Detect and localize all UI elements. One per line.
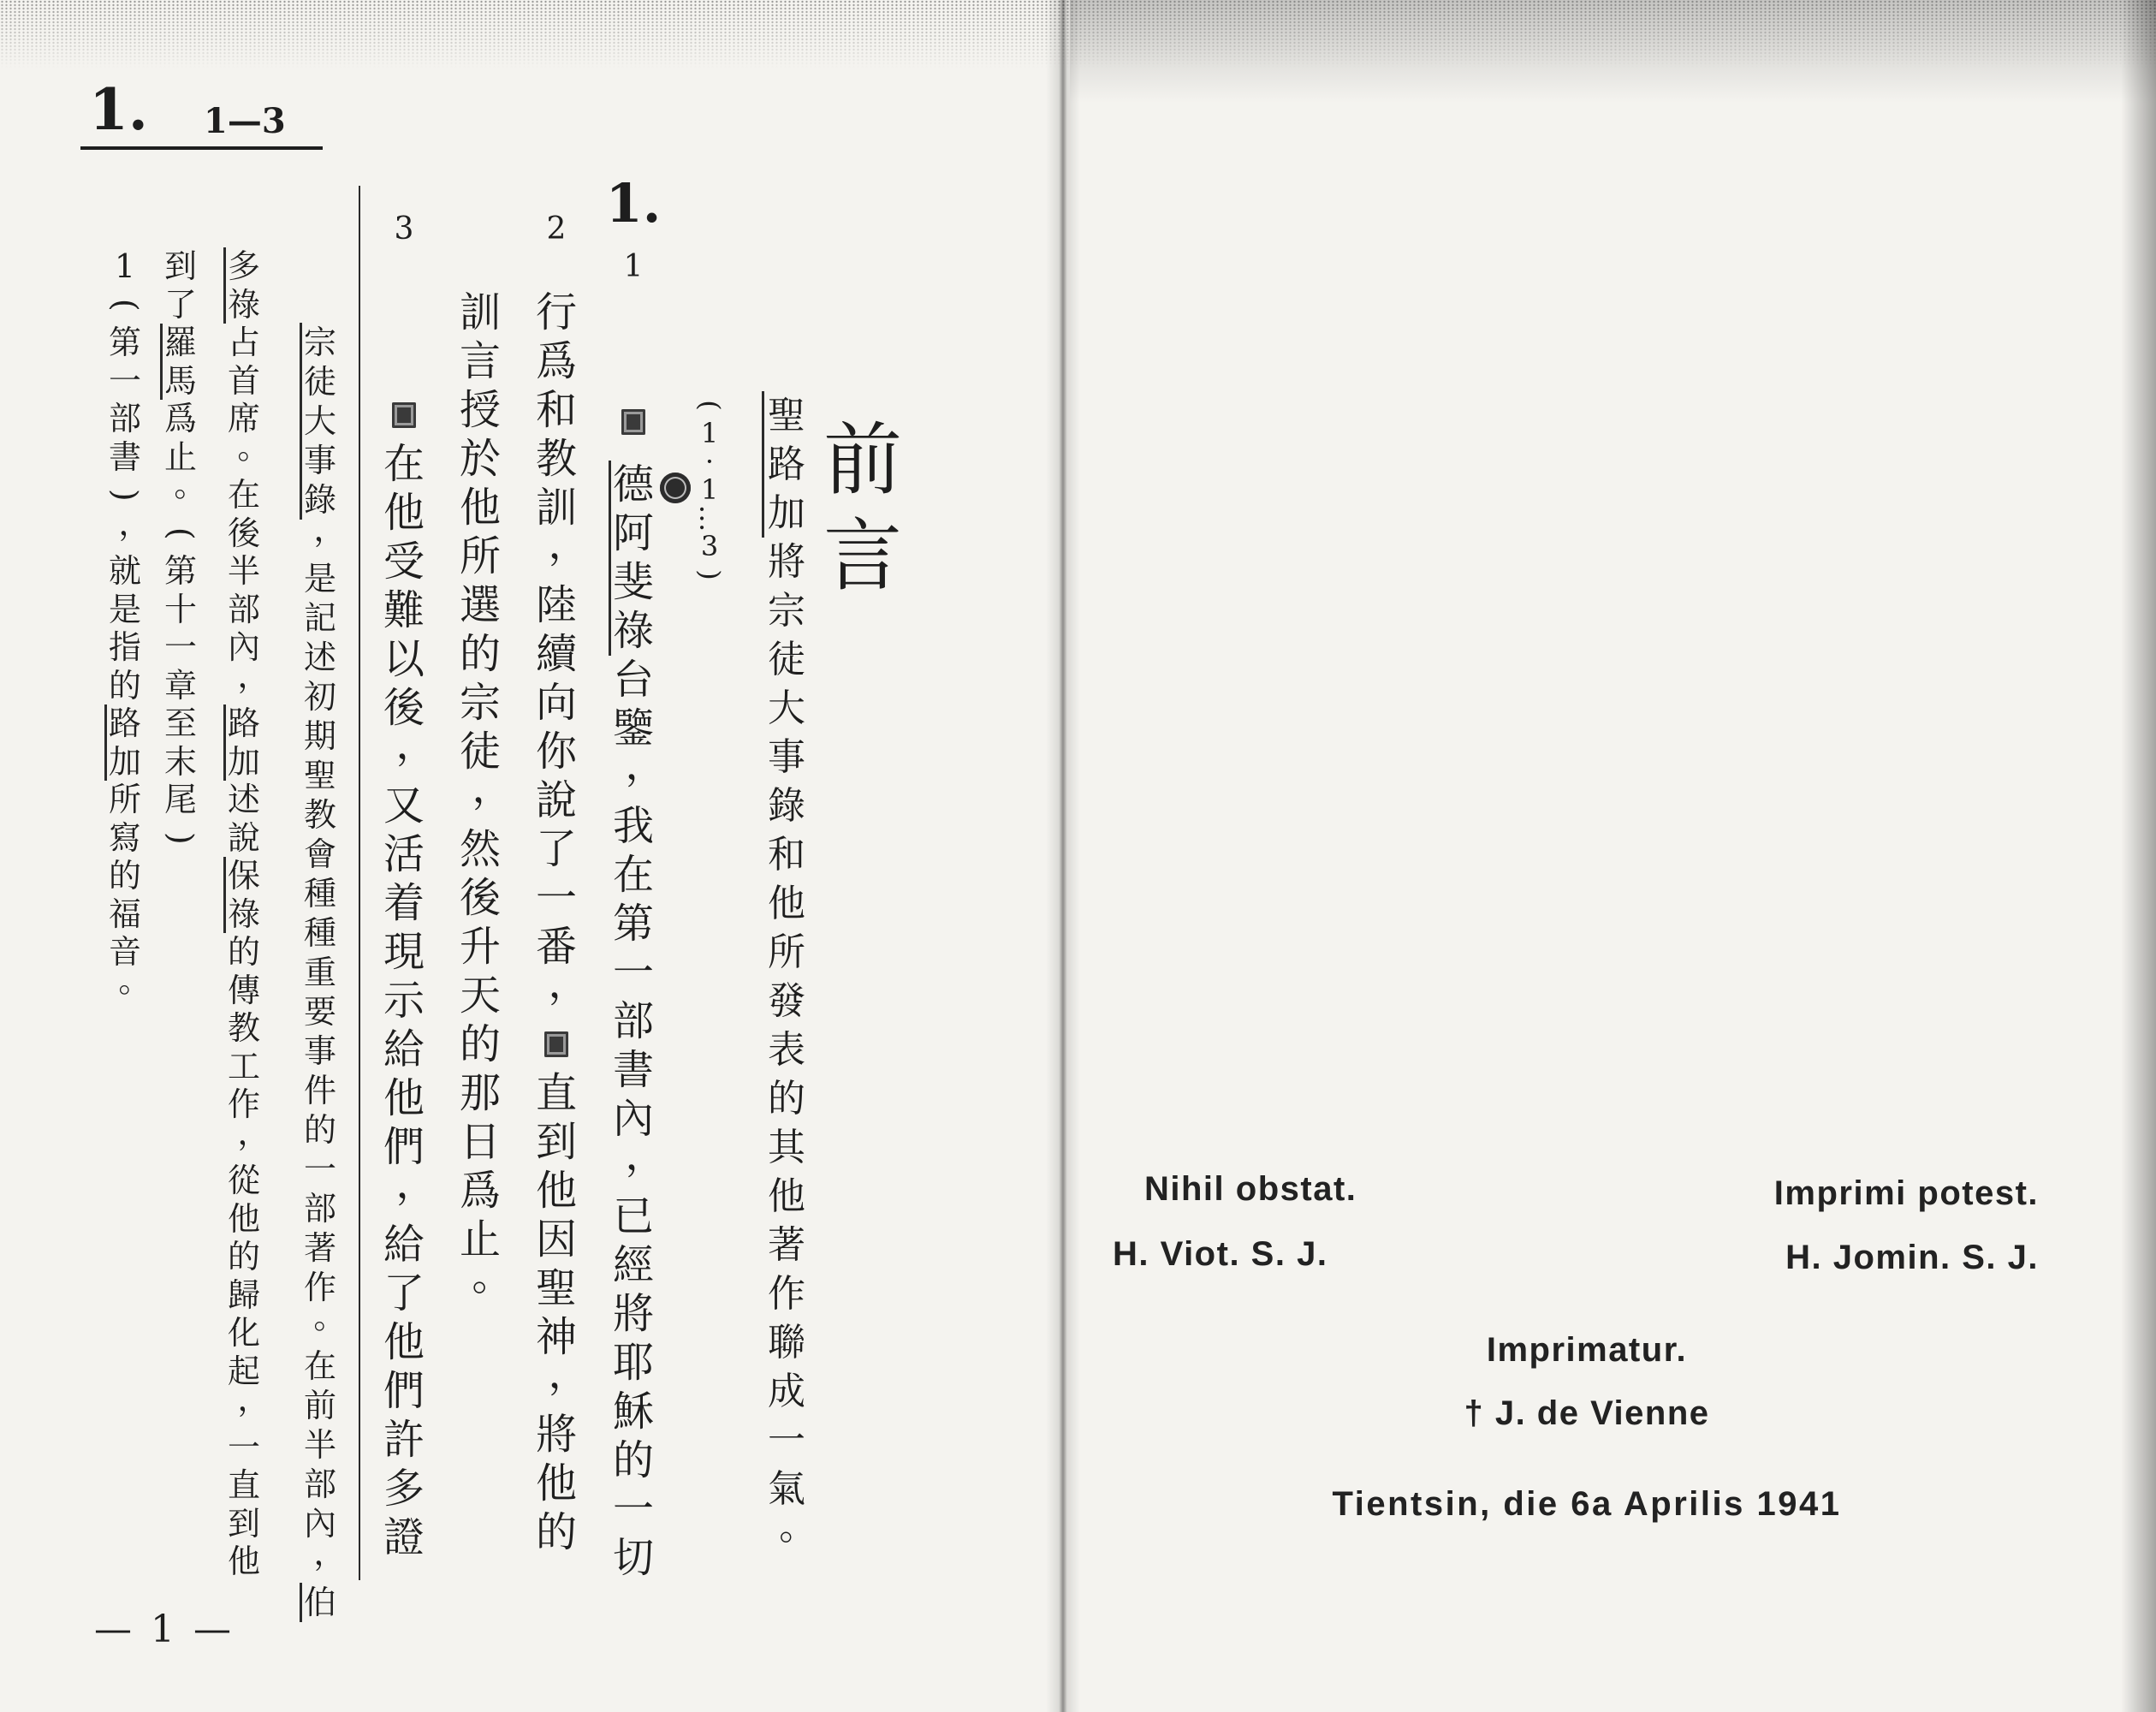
glyph: 要 [303, 993, 336, 1031]
glyph: 羅 [163, 324, 197, 361]
glyph: 在 [612, 851, 654, 899]
glyph: 發 [768, 979, 805, 1023]
glyph: 席 [227, 400, 260, 437]
glyph: ， [237, 1380, 270, 1418]
glyph: 他 [383, 1318, 425, 1366]
glyph: ， [625, 740, 667, 789]
glyph: 教 [303, 796, 336, 834]
glyph: 是 [303, 560, 336, 597]
glyph: ， [395, 1159, 437, 1208]
glyph: 到 [227, 1504, 260, 1543]
glyph: 爲 [535, 337, 577, 385]
note-marker-icon [660, 473, 691, 503]
glyph: 的 [108, 857, 141, 895]
glyph: 直 [535, 1069, 577, 1117]
glyph: 聖 [535, 1264, 577, 1312]
verse-number: 1 [623, 249, 644, 284]
glyph: 訓 [535, 484, 577, 532]
glyph: 表 [768, 1028, 805, 1072]
glyph: 保 [227, 857, 260, 895]
glyph: 到 [163, 247, 197, 285]
glyph: 教 [227, 1009, 260, 1047]
glyph: 作 [303, 1269, 336, 1306]
glyph: ) [693, 569, 727, 580]
glyph: 多 [383, 1465, 425, 1513]
note-column [160, 247, 207, 857]
verse-text-column [455, 288, 514, 1313]
glyph: 了 [163, 285, 197, 324]
glyph: 前 [823, 414, 902, 506]
glyph: 祿 [227, 895, 260, 933]
glyph: 部 [612, 997, 654, 1045]
glyph: 音 [108, 933, 141, 971]
glyph: 一 [768, 1418, 805, 1462]
proper-name [223, 857, 264, 933]
glyph: 工 [227, 1047, 260, 1085]
glyph: 的 [227, 1238, 260, 1275]
glyph: ， [237, 1114, 270, 1152]
glyph: 陸 [535, 581, 577, 629]
glyph: 後 [383, 684, 425, 732]
glyph: 說 [535, 776, 577, 824]
glyph: 所 [459, 532, 501, 580]
glyph: 他 [768, 882, 805, 925]
glyph: 直 [227, 1466, 260, 1504]
glyph: 和 [768, 833, 805, 877]
verse-text-column [609, 398, 667, 1583]
glyph: 部 [227, 590, 260, 628]
glyph: 神 [535, 1313, 577, 1361]
glyph: 天 [459, 972, 501, 1019]
note-column [300, 323, 347, 1622]
glyph: 重 [303, 954, 336, 991]
glyph: 徒 [768, 638, 805, 681]
glyph: 止 [459, 1216, 501, 1263]
glyph: ， [313, 510, 347, 549]
proper-name [762, 391, 811, 538]
section-title-column [816, 413, 910, 604]
glyph: 寫 [108, 818, 141, 857]
verse-number: 2 [546, 211, 567, 247]
glyph: 那 [459, 1069, 501, 1117]
glyph: 大 [303, 402, 336, 440]
glyph: 們 [383, 1367, 425, 1415]
text-run [532, 288, 590, 1020]
glyph: 祿 [227, 285, 260, 324]
glyph: 事 [768, 735, 805, 779]
glyph: 半 [303, 1426, 336, 1464]
glyph: 阿 [612, 509, 654, 557]
glyph: 述 [303, 639, 336, 676]
glyph: 路 [768, 443, 805, 486]
proper-name [300, 323, 341, 520]
glyph: 一 [612, 948, 654, 996]
proper-name [104, 704, 146, 781]
glyph: 了 [383, 1269, 425, 1317]
glyph: 說 [227, 818, 260, 857]
paragraph-mark-icon [621, 409, 645, 435]
imprimatur-bishop: † J. de Vienne [1464, 1394, 1710, 1432]
glyph: 末 [163, 742, 197, 781]
glyph: 後 [227, 514, 260, 552]
glyph: 爲 [163, 400, 197, 437]
text-run [223, 324, 270, 704]
glyph: 證 [383, 1513, 425, 1561]
glyph: 一 [612, 1485, 654, 1533]
glyph: 章 [163, 666, 197, 704]
proper-name [300, 1583, 341, 1622]
glyph: 期 [303, 717, 336, 755]
glyph: ， [625, 1131, 667, 1180]
glyph: 聖 [303, 757, 336, 794]
glyph: 起 [227, 1352, 260, 1390]
page-edge-shadow [2121, 0, 2156, 1712]
glyph: 和 [535, 386, 577, 434]
glyph: 內 [227, 628, 260, 666]
glyph: 。 [779, 1504, 817, 1549]
glyph: 宗 [459, 679, 501, 727]
glyph: 活 [383, 830, 425, 878]
glyph: 的 [459, 1020, 501, 1068]
glyph: ) [162, 831, 200, 845]
glyph: 部 [303, 1465, 336, 1503]
glyph: 作 [768, 1272, 805, 1316]
glyph: 化 [227, 1314, 260, 1352]
glyph: 初 [303, 678, 336, 716]
glyph: 一 [227, 1428, 260, 1466]
glyph: 續 [535, 630, 577, 678]
glyph: · [704, 445, 715, 478]
glyph: 穌 [612, 1388, 654, 1436]
glyph: 是 [108, 590, 141, 628]
glyph: 的 [768, 1077, 805, 1121]
text-run [223, 781, 264, 857]
glyph: 徒 [459, 728, 501, 776]
glyph: 言 [459, 337, 501, 385]
text-run [104, 781, 151, 1009]
glyph: 行 [535, 288, 577, 336]
verse-reference [692, 391, 727, 589]
proper-name [160, 324, 201, 400]
glyph: 部 [303, 1190, 336, 1228]
glyph: 他 [227, 1199, 260, 1238]
glyph: 又 [383, 782, 425, 829]
running-header-verses: 1—3 [204, 101, 286, 141]
glyph: 徒 [303, 363, 336, 401]
glyph: 升 [459, 923, 501, 971]
verse-text-column [379, 391, 437, 1562]
glyph: 宗 [303, 324, 336, 361]
text-run [762, 538, 817, 1562]
glyph: 加 [108, 742, 141, 781]
glyph: 尾 [163, 781, 197, 818]
glyph: 著 [303, 1229, 336, 1267]
scan-shade [1070, 0, 2156, 103]
glyph: 聖 [768, 394, 805, 437]
proper-name [223, 704, 264, 781]
glyph: 伯 [303, 1584, 336, 1621]
glyph: 就 [108, 552, 141, 590]
glyph: 。 [174, 466, 207, 504]
glyph: 他 [383, 1074, 425, 1122]
glyph: 。 [118, 961, 151, 1000]
glyph: 言 [823, 510, 902, 602]
glyph: 切 [612, 1534, 654, 1582]
glyph: 。 [472, 1251, 514, 1300]
glyph: 着 [383, 879, 425, 927]
glyph: 在 [383, 440, 425, 488]
glyph: 作 [227, 1085, 260, 1123]
glyph: 種 [303, 875, 336, 912]
text-run [104, 247, 151, 704]
glyph: 給 [383, 1221, 425, 1269]
glyph: 所 [768, 930, 805, 974]
glyph: ( [693, 400, 727, 411]
glyph: 他 [227, 1543, 260, 1580]
section-title [816, 413, 910, 604]
glyph: 日 [459, 1118, 501, 1166]
glyph: ， [118, 504, 151, 543]
proper-name [223, 247, 264, 324]
glyph: 的 [108, 666, 141, 704]
glyph: 其 [768, 1126, 805, 1169]
glyph: 們 [383, 1123, 425, 1171]
glyph: 他 [535, 1167, 577, 1215]
text-run [455, 288, 514, 1313]
glyph: 你 [535, 728, 577, 776]
paragraph-mark-icon [544, 1031, 568, 1057]
glyph: ) [106, 488, 145, 502]
glyph: 一 [303, 1150, 336, 1188]
text-run [160, 247, 201, 324]
place-and-date: Tientsin, die 6a Aprilis 1941 [1332, 1485, 1842, 1523]
glyph: 的 [459, 630, 501, 678]
reference-column [692, 391, 727, 589]
glyph: 錄 [303, 481, 336, 519]
glyph: 將 [768, 540, 805, 584]
nihil-obstat-label: Nihil obstat. [1144, 1170, 1357, 1208]
glyph: 難 [383, 586, 425, 634]
glyph: 成 [768, 1370, 805, 1413]
notes-divider-rule [359, 186, 360, 1580]
imprimi-potest-superior: H. Jomin. S. J. [1785, 1239, 2039, 1276]
imprimi-potest-label: Imprimi potest. [1773, 1174, 2039, 1212]
summary-column [762, 391, 817, 1562]
glyph: 件 [303, 1072, 336, 1109]
glyph: 斐 [612, 558, 654, 606]
glyph: 在 [303, 1347, 336, 1385]
glyph: 1 [700, 473, 719, 506]
glyph: 他 [459, 484, 501, 532]
glyph: 現 [383, 928, 425, 976]
glyph: 占 [227, 324, 260, 361]
glyph: 1 [700, 417, 719, 449]
glyph: ， [548, 1349, 590, 1398]
glyph: 氣 [768, 1467, 805, 1511]
glyph: ， [395, 720, 437, 769]
glyph: 他 [768, 1174, 805, 1218]
text-run [223, 933, 270, 1581]
glyph: 經 [612, 1241, 654, 1289]
glyph: 錄 [768, 784, 805, 828]
glyph: 番 [535, 923, 577, 971]
glyph: 了 [535, 825, 577, 873]
glyph: 大 [768, 687, 805, 730]
glyph: ( [106, 298, 145, 312]
glyph: 。 [313, 1298, 347, 1336]
glyph: 宗 [768, 589, 805, 633]
glyph: 加 [227, 742, 260, 781]
glyph: 第 [612, 900, 654, 948]
glyph: … [693, 504, 727, 532]
glyph: 授 [459, 386, 501, 434]
glyph: 事 [303, 442, 336, 479]
glyph: 德 [612, 461, 654, 508]
verse-number: 3 [394, 211, 414, 247]
chapter-number: 1. [605, 172, 662, 235]
glyph: 書 [108, 437, 141, 476]
glyph: 前 [303, 1387, 336, 1424]
book-gutter-crease [1046, 0, 1080, 1712]
glyph: 他 [383, 489, 425, 537]
glyph: 台 [612, 656, 654, 704]
glyph: 第 [163, 552, 197, 590]
glyph: 後 [459, 874, 501, 922]
glyph: 於 [459, 435, 501, 483]
text-run [379, 440, 437, 1562]
glyph: 的 [612, 1436, 654, 1484]
glyph: ， [548, 959, 590, 1008]
glyph: 到 [535, 1118, 577, 1166]
glyph: 在 [227, 476, 260, 514]
glyph: 會 [303, 835, 336, 873]
glyph: 加 [768, 491, 805, 535]
glyph: 事 [303, 1032, 336, 1070]
glyph: 一 [108, 361, 141, 400]
glyph: 多 [227, 247, 260, 285]
glyph: ( [162, 526, 200, 540]
glyph: ， [237, 657, 270, 695]
text-run [609, 656, 667, 1583]
glyph: 首 [227, 361, 260, 400]
footnote-column [104, 247, 151, 1009]
glyph: 以 [383, 635, 425, 683]
glyph: 的 [227, 933, 260, 971]
glyph: 耶 [612, 1339, 654, 1387]
glyph: 選 [459, 581, 501, 629]
text-run [160, 400, 207, 857]
glyph: 一 [163, 628, 197, 666]
glyph: 受 [383, 538, 425, 586]
glyph: 路 [227, 704, 260, 742]
glyph: 訓 [459, 288, 501, 336]
glyph: 1 [114, 247, 136, 285]
glyph: 著 [768, 1223, 805, 1267]
glyph: 歸 [227, 1275, 260, 1314]
glyph: 一 [535, 874, 577, 922]
running-header-chapter: 1. [89, 76, 148, 143]
glyph: 給 [383, 1025, 425, 1073]
glyph: 述 [227, 781, 260, 818]
glyph: 鑒 [612, 704, 654, 752]
glyph: 馬 [163, 361, 197, 400]
glyph: 傳 [227, 971, 260, 1009]
glyph: 。 [237, 428, 270, 467]
text-run [532, 1069, 590, 1557]
glyph: 爲 [459, 1167, 501, 1215]
glyph: 書 [612, 1046, 654, 1094]
paragraph-mark-icon [392, 402, 416, 428]
glyph: 路 [108, 704, 141, 742]
glyph: 十 [163, 590, 197, 628]
glyph: 示 [383, 977, 425, 1025]
glyph: 然 [459, 825, 501, 873]
page-number: — 1 — [94, 1608, 235, 1651]
header-rule [80, 146, 323, 150]
glyph: 第 [108, 324, 141, 361]
glyph: ， [548, 520, 590, 568]
glyph: 已 [612, 1192, 654, 1240]
glyph: 內 [303, 1505, 336, 1543]
glyph: 部 [108, 400, 141, 437]
imprimatur-label: Imprimatur. [1486, 1331, 1688, 1369]
glyph: 聯 [768, 1321, 805, 1364]
note-column [223, 247, 270, 1581]
glyph: 從 [227, 1162, 260, 1199]
glyph: 的 [303, 1111, 336, 1149]
glyph: 我 [612, 802, 654, 850]
glyph: 許 [383, 1416, 425, 1464]
glyph: 半 [227, 552, 260, 590]
glyph: 將 [535, 1411, 577, 1459]
glyph: 的 [535, 1508, 577, 1556]
glyph: 內 [612, 1095, 654, 1143]
glyph: 種 [303, 914, 336, 952]
glyph: 指 [108, 628, 141, 666]
glyph: 他 [535, 1459, 577, 1507]
glyph: 祿 [612, 607, 654, 655]
glyph: 將 [612, 1290, 654, 1338]
verse-text-column [532, 288, 590, 1557]
glyph: 止 [163, 437, 197, 476]
glyph: 記 [303, 599, 336, 637]
glyph: ， [313, 1534, 347, 1572]
glyph: 教 [535, 435, 577, 483]
glyph: 向 [535, 679, 577, 727]
text-run [300, 510, 347, 1583]
glyph: ， [472, 764, 514, 812]
nihil-obstat-censor: H. Viot. S. J. [1113, 1235, 1328, 1273]
glyph: 所 [108, 781, 141, 818]
glyph: 福 [108, 895, 141, 933]
proper-name [609, 461, 658, 656]
glyph: 因 [535, 1216, 577, 1263]
glyph: 3 [700, 530, 719, 562]
glyph: 至 [163, 704, 197, 742]
